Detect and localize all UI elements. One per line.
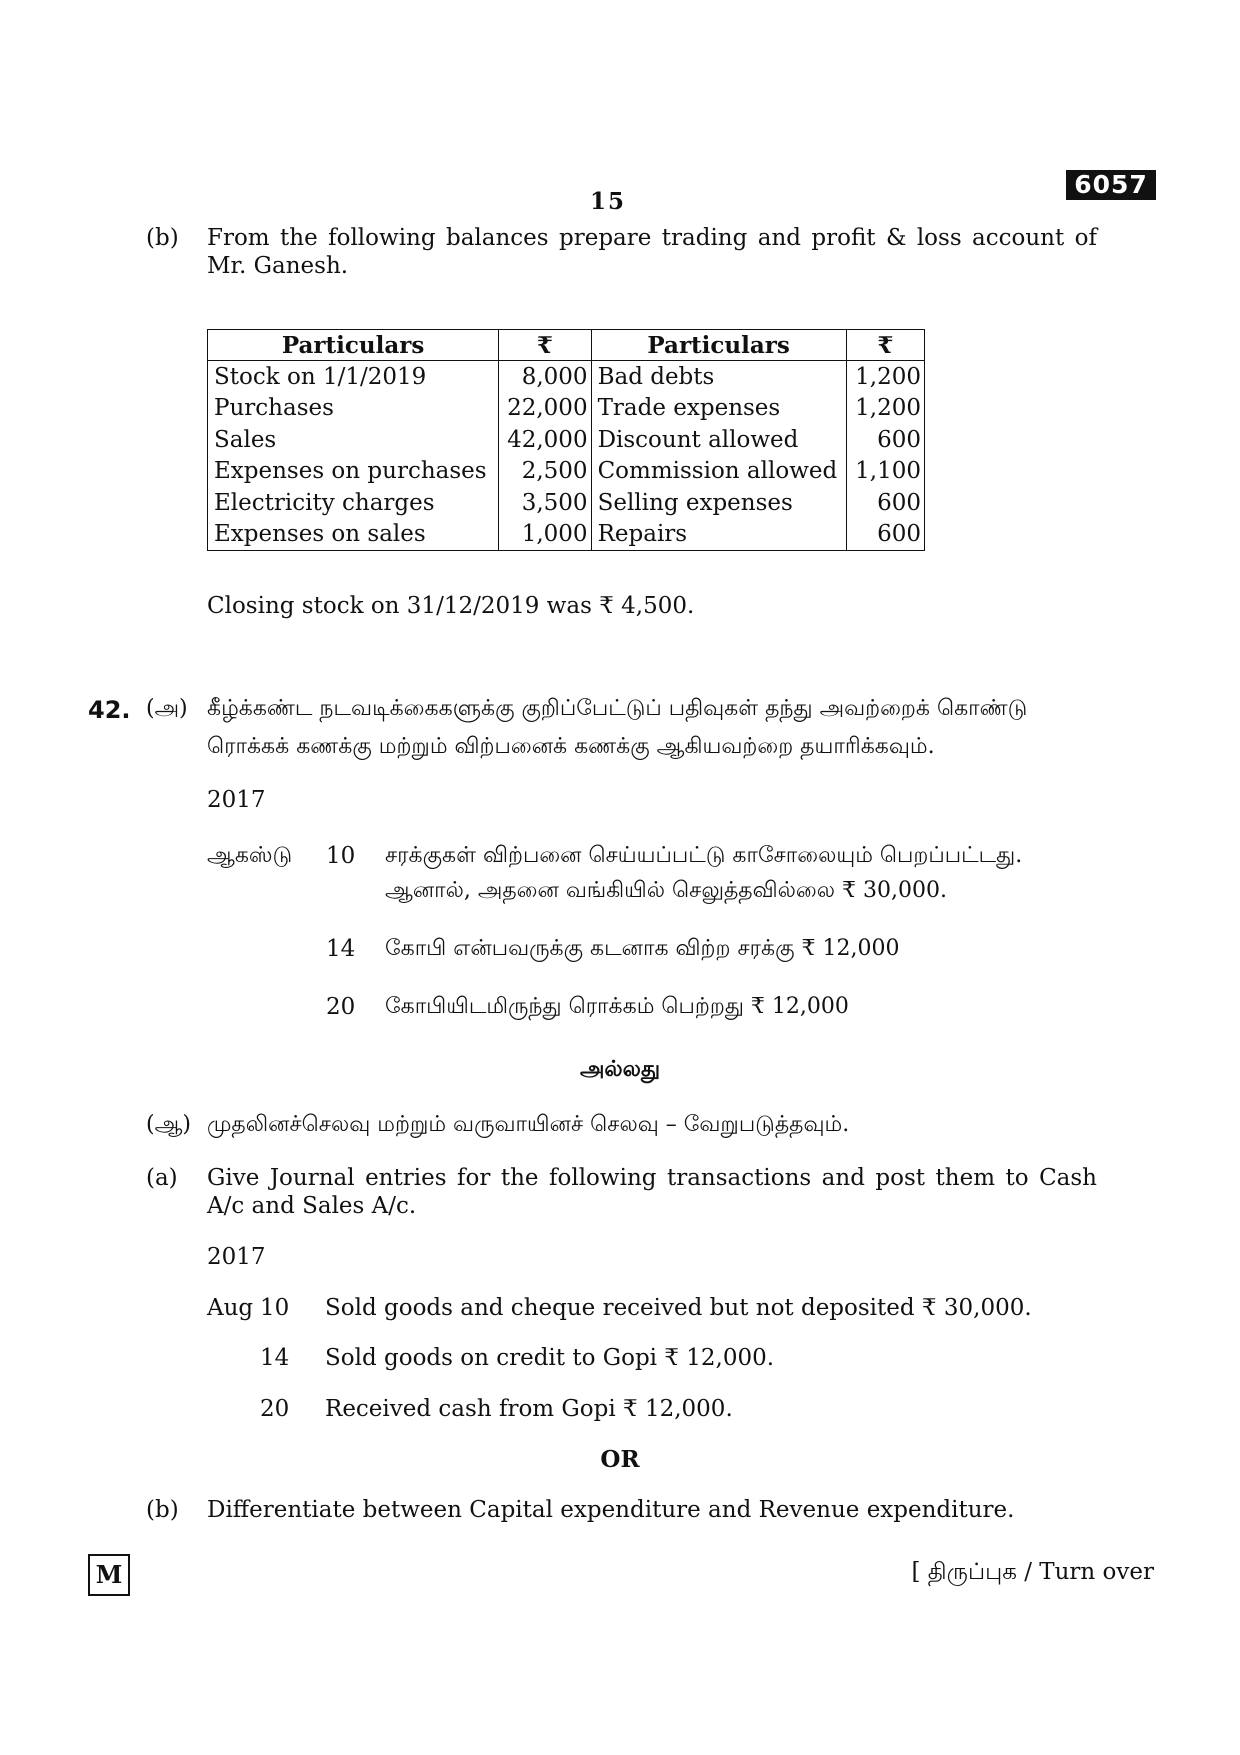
tamil-month: ஆகஸ்டு — [207, 843, 293, 868]
english-entry-day: 10 — [260, 1295, 290, 1321]
english-entry-text: Sold goods and cheque received but not deposited ₹ 30,000. — [325, 1295, 1032, 1321]
tamil-entry-line: கோபி என்பவருக்கு கடனாக விற்ற சரக்கு ₹ 12,000 — [385, 936, 900, 961]
table-cell: Stock on 1/1/2019 — [208, 361, 499, 393]
english-month: Aug — [207, 1295, 254, 1321]
tamil-year: 2017 — [207, 787, 266, 813]
tamil-entry-day: 10 — [326, 843, 356, 869]
english-entry-text: Sold goods on credit to Gopi ₹ 12,000. — [325, 1345, 775, 1371]
table-header: ₹ — [846, 330, 924, 361]
table-cell: Trade expenses — [591, 393, 846, 424]
table-header-row — [208, 330, 925, 361]
closing-stock-note: Closing stock on 31/12/2019 was ₹ 4,500. — [207, 593, 695, 619]
table-header: Particulars — [208, 330, 499, 361]
table-cell: Repairs — [591, 518, 846, 550]
question-number: 42. — [88, 696, 131, 724]
table-cell: 1,200 — [846, 393, 924, 424]
table-cell: 22,000 — [499, 393, 591, 424]
table-cell: Sales — [208, 424, 499, 455]
q42-tamil-b-text: முதலினச்செலவு மற்றும் வருவாயினச் செலவு – வேறுபடுத்தவும். — [207, 1112, 850, 1137]
table-cell: Expenses on sales — [208, 518, 499, 550]
tamil-entry-line: கோபியிடமிருந்து ரொக்கம் பெற்றது ₹ 12,000 — [385, 994, 849, 1019]
table-row — [208, 518, 925, 550]
tamil-entry-day: 14 — [326, 936, 356, 962]
table-row — [208, 393, 925, 424]
table-row — [208, 361, 925, 393]
table-cell: 1,000 — [499, 518, 591, 550]
english-entry-text: Received cash from Gopi ₹ 12,000. — [325, 1396, 733, 1422]
q41b-text: From the following balances prepare trading and profit & loss account of Mr. Ganesh. — [207, 225, 1097, 279]
table-cell: 1,200 — [846, 361, 924, 393]
english-year: 2017 — [207, 1244, 266, 1270]
table-cell: Electricity charges — [208, 487, 499, 518]
q42-tamil-a-line1: கீழ்க்கண்ட நடவடிக்கைகளுக்கு குறிப்பேட்டுப் பதிவுகள் தந்து அவற்றைக் கொண்டு — [207, 696, 1028, 721]
table-row — [208, 455, 925, 486]
table-cell: 8,000 — [499, 361, 591, 393]
table-cell: 600 — [846, 424, 924, 455]
table-cell: 3,500 — [499, 487, 591, 518]
table-cell: Bad debts — [591, 361, 846, 393]
q42-tamil-b-label: (ஆ) — [146, 1112, 191, 1137]
english-entry-day: 14 — [260, 1345, 290, 1371]
q42-tamil-a-label: (அ) — [146, 696, 188, 721]
table-cell: 42,000 — [499, 424, 591, 455]
table-cell: 600 — [846, 518, 924, 550]
table-row — [208, 424, 925, 455]
page-number: 15 — [590, 188, 627, 215]
q42-english-b-label: (b) — [146, 1497, 179, 1523]
table-row — [208, 487, 925, 518]
paper-code-badge: 6057 — [1066, 170, 1156, 200]
tamil-entry-line: ஆனால், அதனை வங்கியில் செலுத்தவில்லை ₹ 30,000. — [385, 878, 947, 903]
q42-english-a-text: Give Journal entries for the following transactions and post them to Cash A/c and Sales A/c. — [207, 1165, 1097, 1219]
table-header: ₹ — [499, 330, 591, 361]
medium-mark-box: M — [88, 1554, 130, 1596]
table-cell: Purchases — [208, 393, 499, 424]
table-cell: 2,500 — [499, 455, 591, 486]
q42-english-a-label: (a) — [146, 1165, 178, 1191]
table-cell: Commission allowed — [591, 455, 846, 486]
table-header: Particulars — [591, 330, 846, 361]
table-cell: Expenses on purchases — [208, 455, 499, 486]
balances-table — [207, 329, 925, 551]
q42-tamil-a-line2: ரொக்கக் கணக்கு மற்றும் விற்பனைக் கணக்கு ஆகியவற்றை தயாரிக்கவும். — [207, 734, 935, 759]
q41b-label: (b) — [146, 225, 179, 251]
english-or: OR — [600, 1446, 640, 1473]
q42-english-b-text: Differentiate between Capital expenditure and Revenue expenditure. — [207, 1497, 1015, 1523]
turn-over-label: [ திருப்புக / Turn over — [911, 1559, 1154, 1585]
table-cell: 600 — [846, 487, 924, 518]
table-cell: Selling expenses — [591, 487, 846, 518]
english-entry-day: 20 — [260, 1396, 290, 1422]
tamil-entry-day: 20 — [326, 994, 356, 1020]
tamil-or: அல்லது — [579, 1056, 661, 1082]
table-cell: Discount allowed — [591, 424, 846, 455]
table-cell: 1,100 — [846, 455, 924, 486]
tamil-entry-line: சரக்குகள் விற்பனை செய்யப்பட்டு காசோலையும் பெறப்பட்டது. — [385, 843, 1023, 868]
